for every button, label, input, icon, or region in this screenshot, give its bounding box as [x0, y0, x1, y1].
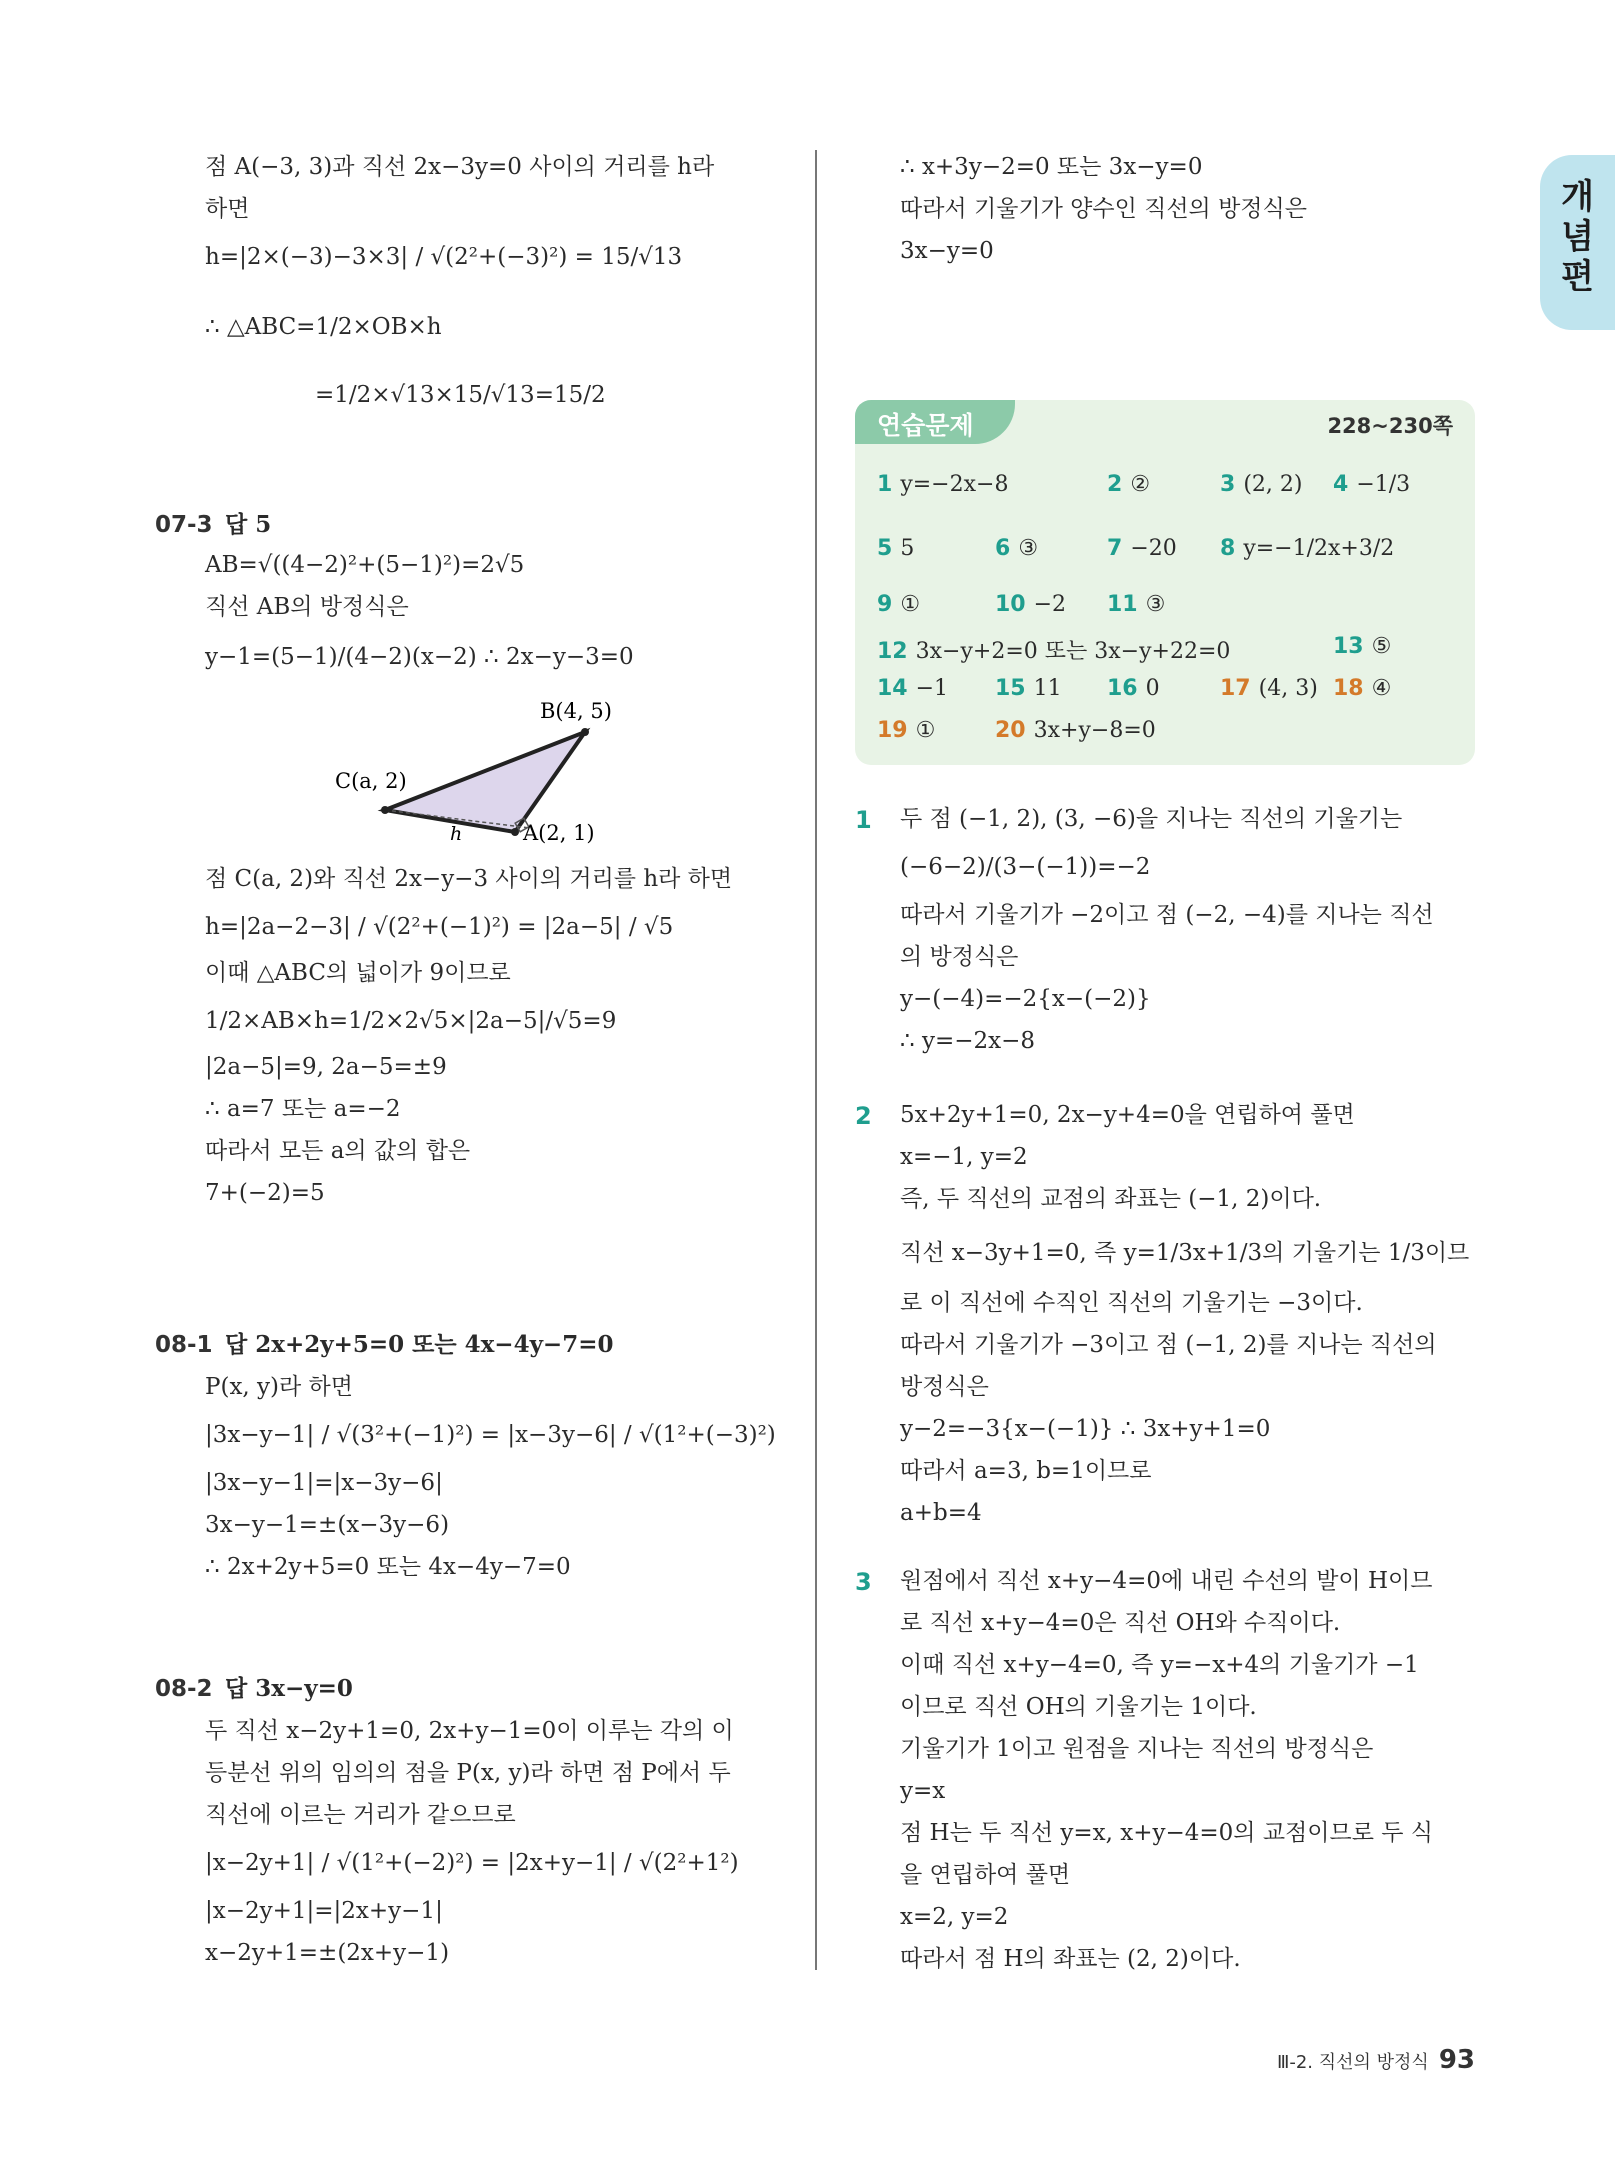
practice-pages: 228~230쪽 — [1327, 414, 1453, 438]
formula-line: x=−1, y=2 — [900, 1144, 1028, 1170]
formula-line: |3x−y−1| / √(3²+(−1)²) = |x−3y−6| / √(1²+(−3)²) — [205, 1422, 776, 1448]
practice-title: 연습문제 — [877, 411, 974, 440]
formula-line: ∴ 2x+2y+5=0 또는 4x−4y−7=0 — [205, 1554, 571, 1580]
text-line: 직선 AB의 방정식은 — [205, 594, 409, 620]
formula-line: |x−2y+1| / √(1²+(−2)²) = |2x+y−1| / √(2²+1²) — [205, 1850, 739, 1876]
answer-line: 답 2x+2y+5=0 또는 4x−4y−7=0 — [225, 1331, 614, 1358]
formula-line: ∴ y=−2x−8 — [900, 1028, 1035, 1054]
text-line: 따라서 모든 a의 값의 합은 — [205, 1138, 471, 1164]
formula-line: h=|2a−2−3| / √(2²+(−1)²) = |2a−5| / √5 — [205, 914, 674, 940]
practice-answer-box — [855, 400, 1475, 765]
formula-line: y−1=(5−1)/(4−2)(x−2) ∴ 2x−y−3=0 — [205, 644, 634, 670]
formula-line: |x−2y+1|=|2x+y−1| — [205, 1898, 443, 1924]
practice-item: 18 ④ — [1333, 676, 1392, 701]
text-line: 직선에 이르는 거리가 같으므로 — [205, 1802, 516, 1828]
practice-item: 5 5 — [877, 536, 915, 561]
text-line: 두 점 (−1, 2), (3, −6)을 지나는 직선의 기울기는 — [900, 806, 1403, 832]
practice-item: 4 −1/3 — [1333, 472, 1411, 497]
answer-line: 답 5 — [225, 511, 272, 538]
formula-line: y−2=−3{x−(−1)} ∴ 3x+y+1=0 — [900, 1416, 1271, 1442]
text-line: 등분선 위의 임의의 점을 P(x, y)라 하면 점 P에서 두 — [205, 1760, 731, 1786]
tab-char: 개 — [1561, 177, 1594, 217]
label-h: h — [450, 823, 463, 845]
text-line: 따라서 a=3, b=1이므로 — [900, 1458, 1152, 1484]
practice-item: 7 −20 — [1107, 536, 1177, 561]
practice-item: 8 y=−1/2x+3/2 — [1220, 536, 1395, 561]
formula-line: 3x−y=0 — [900, 238, 994, 264]
chapter-label: Ⅲ-2. 직선의 방정식 — [1276, 2052, 1429, 2073]
solution-number: 1 — [855, 806, 872, 834]
text-line: 따라서 기울기가 양수인 직선의 방정식은 — [900, 196, 1307, 222]
practice-item: 13 ⑤ — [1333, 634, 1392, 659]
practice-item: 14 −1 — [877, 676, 949, 701]
text-line: 기울기가 1이고 원점을 지나는 직선의 방정식은 — [900, 1736, 1374, 1762]
formula-line: y−(−4)=−2{x−(−2)} — [900, 986, 1151, 1012]
practice-item: 11 ③ — [1107, 592, 1166, 617]
formula-line: ∴ △ABC=1/2×OB×h — [205, 314, 442, 340]
text-line: 따라서 기울기가 −2이고 점 (−2, −4)를 지나는 직선 — [900, 902, 1434, 928]
practice-item: 10 −2 — [995, 592, 1067, 617]
formula-line: 1/2×AB×h=1/2×2√5×|2a−5|/√5=9 — [205, 1008, 617, 1034]
triangle-abc — [385, 732, 585, 832]
practice-item: 1 y=−2x−8 — [877, 472, 1009, 497]
text-line: 즉, 두 직선의 교점의 좌표는 (−1, 2)이다. — [900, 1186, 1322, 1212]
formula-line: 7+(−2)=5 — [205, 1180, 325, 1206]
practice-item: 15 11 — [995, 676, 1062, 701]
text-line: 두 직선 x−2y+1=0, 2x+y−1=0이 이루는 각의 이 — [205, 1718, 734, 1744]
solution-number: 2 — [855, 1102, 872, 1130]
text-line: 이때 직선 x+y−4=0, 즉 y=−x+4의 기울기가 −1 — [900, 1652, 1419, 1678]
label-b: B(4, 5) — [540, 699, 612, 723]
problem-number: 08-1 — [155, 1332, 213, 1358]
page-footer — [1277, 2045, 1475, 2075]
practice-item: 3 (2, 2) — [1220, 472, 1303, 497]
label-a: A(2, 1) — [523, 821, 595, 845]
practice-item: 17 (4, 3) — [1220, 676, 1318, 701]
practice-item: 12 3x−y+2=0 또는 3x−y+22=0 — [877, 639, 1231, 664]
practice-item: 19 ① — [877, 718, 936, 743]
formula-line: AB=√((4−2)²+(5−1)²)=2√5 — [205, 552, 525, 578]
practice-item: 9 ① — [877, 592, 921, 617]
answer-line: 답 3x−y=0 — [225, 1675, 353, 1702]
section-tab — [1540, 155, 1615, 330]
page-number: 93 — [1438, 2045, 1475, 2075]
text-line: 점 H는 두 직선 y=x, x+y−4=0의 교점이므로 두 식 — [900, 1820, 1433, 1846]
formula-line: h=|2×(−3)−3×3| / √(2²+(−3)²) = 15/√13 — [205, 244, 683, 270]
formula-line: =1/2×√13×15/√13=15/2 — [315, 382, 606, 408]
text-line: 원점에서 직선 x+y−4=0에 내린 수선의 발이 H이므 — [900, 1568, 1433, 1594]
formula-line: |3x−y−1|=|x−3y−6| — [205, 1470, 443, 1496]
practice-item: 16 0 — [1107, 676, 1160, 701]
text-line: 하면 — [205, 196, 250, 222]
point-a — [511, 828, 519, 836]
text-line: 따라서 기울기가 −3이고 점 (−1, 2)를 지나는 직선의 — [900, 1332, 1437, 1358]
tab-char: 편 — [1561, 257, 1594, 297]
formula-line: y=x — [900, 1778, 946, 1804]
point-c — [381, 806, 389, 814]
triangle-diagram — [335, 699, 685, 850]
text-line: 을 연립하여 풀면 — [900, 1862, 1071, 1888]
tab-char: 념 — [1561, 217, 1594, 257]
column-divider — [815, 150, 817, 1970]
formula-line: x=2, y=2 — [900, 1904, 1009, 1930]
text-line: 로 직선 x+y−4=0은 직선 OH와 수직이다. — [900, 1610, 1341, 1636]
text-line: 점 C(a, 2)와 직선 2x−y−3 사이의 거리를 h라 하면 — [205, 866, 733, 892]
formula-line: |2a−5|=9, 2a−5=±9 — [205, 1054, 447, 1080]
text-line: 따라서 점 H의 좌표는 (2, 2)이다. — [900, 1946, 1241, 1972]
problem-number: 08-2 — [155, 1676, 213, 1702]
practice-item: 20 3x+y−8=0 — [995, 718, 1156, 743]
text-line: 방정식은 — [900, 1374, 989, 1400]
practice-item: 6 ③ — [995, 536, 1039, 561]
formula-line: 3x−y−1=±(x−3y−6) — [205, 1512, 450, 1538]
text-line: 의 방정식은 — [900, 944, 1019, 970]
text-line: 이므로 직선 OH의 기울기는 1이다. — [900, 1694, 1257, 1720]
formula-line: (−6−2)/(3−(−1))=−2 — [900, 854, 1151, 880]
text-line: P(x, y)라 하면 — [205, 1374, 353, 1400]
formula-line: ∴ a=7 또는 a=−2 — [205, 1096, 401, 1122]
practice-item: 2 ② — [1107, 472, 1151, 497]
text-line: 5x+2y+1=0, 2x−y+4=0을 연립하여 풀면 — [900, 1102, 1355, 1128]
formula-line: ∴ x+3y−2=0 또는 3x−y=0 — [900, 154, 1203, 180]
text-line: 직선 x−3y+1=0, 즉 y=1/3x+1/3의 기울기는 1/3이므 — [900, 1240, 1470, 1266]
point-b — [581, 728, 589, 736]
label-c: C(a, 2) — [335, 769, 407, 793]
text-line: 이때 △ABC의 넓이가 9이므로 — [205, 960, 511, 986]
text-line: 점 A(−3, 3)과 직선 2x−3y=0 사이의 거리를 h라 — [205, 154, 715, 180]
problem-number: 07-3 — [155, 512, 213, 538]
formula-line: x−2y+1=±(2x+y−1) — [205, 1940, 450, 1966]
formula-line: a+b=4 — [900, 1500, 982, 1526]
text-line: 로 이 직선에 수직인 직선의 기울기는 −3이다. — [900, 1290, 1363, 1316]
solution-number: 3 — [855, 1568, 872, 1596]
